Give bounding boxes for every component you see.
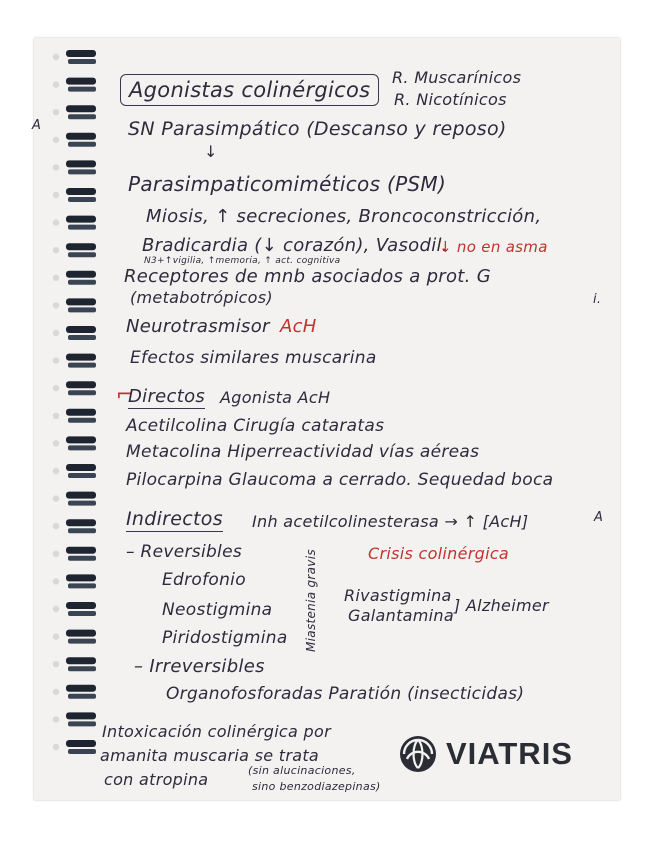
atropina-note-2: sino benzodiazepinas) bbox=[252, 780, 381, 793]
spiral-ring bbox=[53, 298, 96, 312]
spiral-ring bbox=[53, 271, 96, 285]
spiral-ring bbox=[53, 133, 96, 147]
spiral-ring bbox=[53, 740, 96, 754]
spiral-ring bbox=[53, 464, 96, 478]
receptors-line-1: Receptores de mnb asociados a prot. G bbox=[124, 266, 491, 287]
spiral-ring bbox=[53, 547, 96, 561]
directos-row-2: Metacolina Hiperreactividad vías aéreas bbox=[126, 442, 480, 462]
viatris-globe-icon bbox=[398, 734, 438, 774]
spiral-ring bbox=[53, 409, 96, 423]
myasthenia-label: Miastenia gravis bbox=[304, 549, 318, 652]
directos-bracket: ⌐ bbox=[116, 382, 134, 406]
spiral-ring bbox=[53, 105, 96, 119]
corner-mark-a: A bbox=[594, 510, 604, 525]
drug-neostigmina: Neostigmina bbox=[162, 600, 273, 620]
alzheimer-label: ] Alzheimer bbox=[454, 596, 549, 615]
viatris-logo bbox=[398, 734, 573, 774]
receptor-nicotinic: R. Nicotínicos bbox=[394, 90, 507, 109]
intox-line-2: amanita muscaria se trata bbox=[100, 746, 320, 765]
spiral-ring bbox=[53, 326, 96, 340]
directos-heading: Directos bbox=[128, 386, 206, 407]
drug-edrofonio: Edrofonio bbox=[162, 570, 246, 590]
intox-line-1: Intoxicación colinérgica por bbox=[102, 722, 331, 741]
spiral-ring bbox=[53, 160, 96, 174]
neuro-value: AcH bbox=[280, 316, 317, 337]
irreversibles-label: – Irreversibles bbox=[134, 656, 265, 677]
notebook-page bbox=[34, 38, 620, 800]
indirectos-desc: Inh acetilcolinesterasa → ↑ [AcH] bbox=[252, 512, 529, 531]
effects-line-1: Miosis, ↑ secreciones, Broncoconstricción, bbox=[146, 206, 542, 227]
corner-mark-i: i. bbox=[593, 292, 602, 307]
spiral-ring bbox=[53, 574, 96, 588]
spiral-ring bbox=[53, 78, 96, 92]
effects-note: N3+↑vigilia, ↑memoria, ↑ act. cognitiva bbox=[144, 256, 341, 266]
atropina-note-1: (sin alucinaciones, bbox=[248, 764, 356, 777]
asthma-note: ↓ no en asma bbox=[439, 238, 548, 256]
directos-desc: Agonista AcH bbox=[220, 388, 331, 407]
spiral-ring bbox=[53, 381, 96, 395]
intox-line-3: con atropina bbox=[104, 770, 209, 789]
drug-rivastigmina: Rivastigmina bbox=[344, 586, 452, 605]
spiral-ring bbox=[53, 630, 96, 644]
receptor-muscarinic: R. Muscarínicos bbox=[392, 68, 522, 87]
viatris-logo-text: VIATRIS bbox=[446, 736, 573, 771]
receptors-line-2: (metabotrópicos) bbox=[130, 288, 273, 307]
indirectos-heading: Indirectos bbox=[126, 508, 223, 530]
spiral-ring bbox=[53, 685, 96, 699]
similar-effects: Efectos similares muscarina bbox=[130, 348, 377, 368]
spiral-ring bbox=[53, 602, 96, 616]
spiral-ring bbox=[53, 436, 96, 450]
spiral-binding bbox=[40, 42, 110, 798]
spiral-ring bbox=[53, 657, 96, 671]
drug-galantamina: Galantamina bbox=[348, 606, 454, 625]
spiral-ring bbox=[53, 712, 96, 726]
directos-row-3: Pilocarpina Glaucoma a cerrado. Sequedad boca bbox=[126, 470, 554, 490]
margin-letter: A bbox=[32, 118, 42, 133]
crisis-label: Crisis colinérgica bbox=[368, 544, 510, 563]
title-box: Agonistas colinérgicos bbox=[120, 74, 379, 106]
psm-title: Parasimpaticomiméticos (PSM) bbox=[128, 172, 447, 196]
spiral-ring bbox=[53, 354, 96, 368]
spiral-ring bbox=[53, 243, 96, 257]
spiral-ring bbox=[53, 492, 96, 506]
reversibles-label: – Reversibles bbox=[126, 542, 242, 562]
spiral-ring bbox=[53, 216, 96, 230]
drug-piridostigmina: Piridostigmina bbox=[162, 628, 288, 648]
spiral-ring bbox=[53, 188, 96, 202]
arrow-down-icon: ↓ bbox=[204, 142, 218, 161]
effects-line-2: Bradicardia (↓ corazón), Vasodil. bbox=[142, 235, 448, 256]
spiral-ring bbox=[53, 519, 96, 533]
sn-line: SN Parasimpático (Descanso y reposo) bbox=[128, 118, 507, 140]
organofosforados-line: Organofosforadas Paratión (insecticidas) bbox=[166, 684, 525, 704]
spiral-ring bbox=[53, 50, 96, 64]
neuro-label: Neurotrasmisor bbox=[126, 316, 270, 337]
directos-row-1: Acetilcolina Cirugía cataratas bbox=[126, 416, 385, 436]
